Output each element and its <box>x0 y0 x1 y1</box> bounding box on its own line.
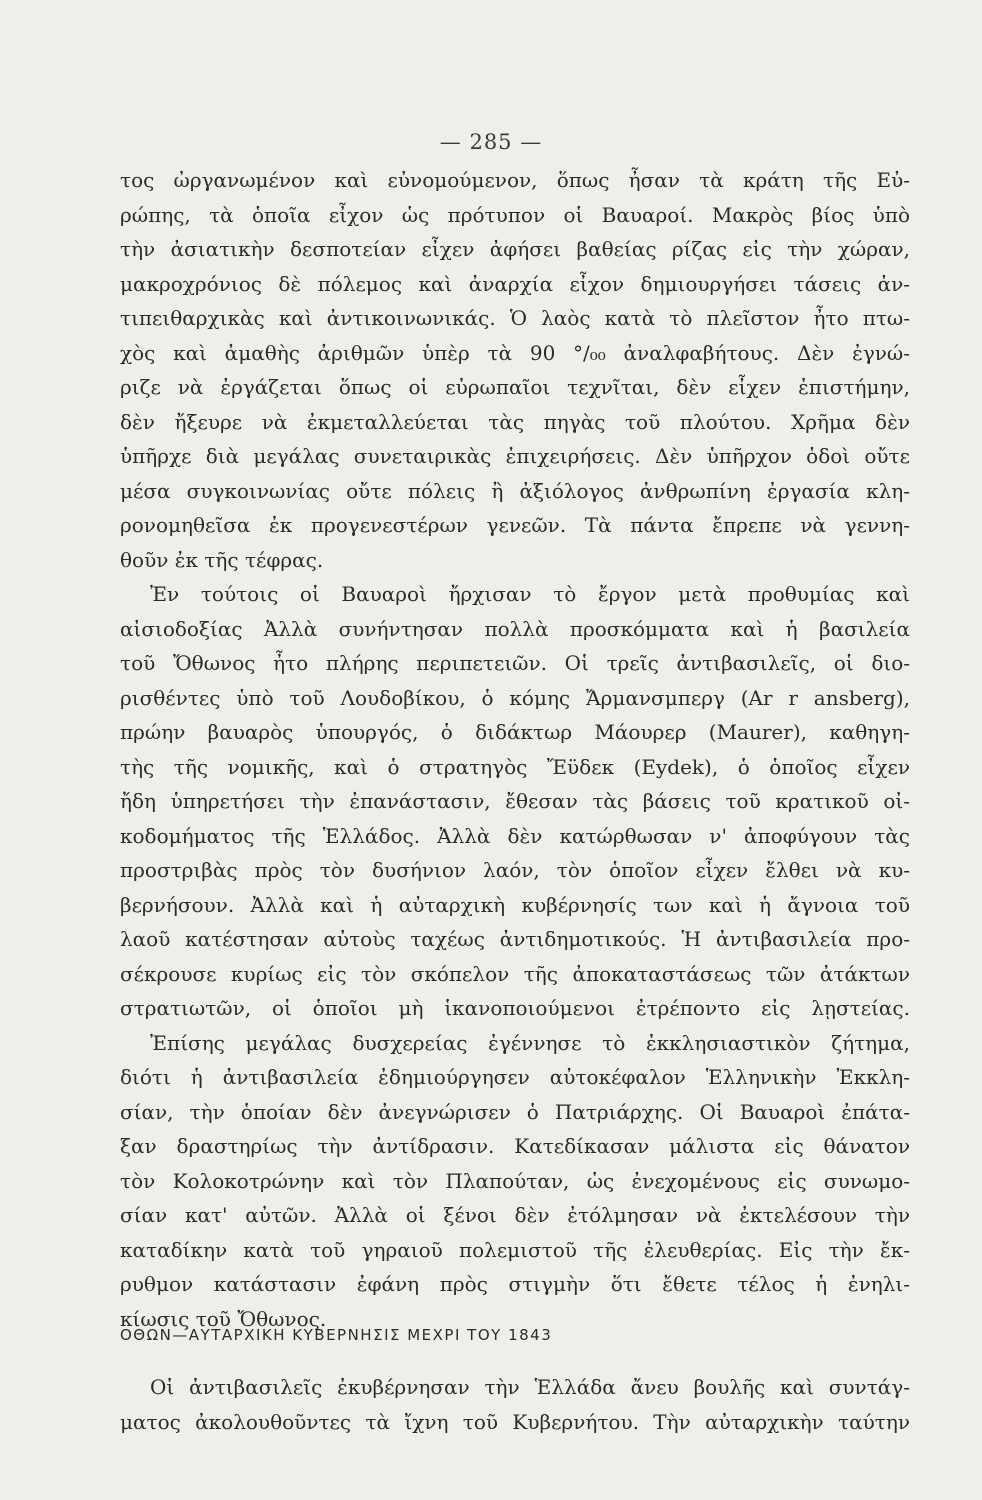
text-line: ἤδη ὑπηρετήσει τὴν ἐπανάστασιν, ἔθεσαν τὰς βάσεις τοῦ κρατικοῦ οἰ- <box>120 789 910 813</box>
section-heading: ΟΘΩΝ—ΑΥΤΑΡΧΙΚΗ ΚΥΒΕΡΝΗΣΙΣ ΜΕΧΡΙ ΤΟΥ 1843 <box>120 1326 553 1344</box>
text-line: ματος ἀκολουθοῦντες τὰ ἴχνη τοῦ Κυβερνήτου. Τὴν αὐταρχικὴν ταύτην <box>120 1409 910 1434</box>
text-line: αἰσιοδοξίας Ἀλλὰ συνήντησαν πολλὰ προσκόμματα καὶ ἡ βασιλεία <box>120 616 910 641</box>
text-line: μακροχρόνιος δὲ πόλεμος καὶ ἀναρχία εἶχον δημιουργήσει τάσεις ἀν- <box>120 271 910 296</box>
text-line: τὴς τῆς νομικῆς, καὶ ὁ στρατηγὸς Ἔϋδεκ (Eydek), ὁ ὁποῖος εἶχεν <box>120 754 910 779</box>
text-line: ρυθμον κατάστασιν ἐφάνη πρὸς στιγμὴν ὅτι ἔθετε τέλος ἡ ἐνηλι- <box>120 1272 910 1296</box>
text-line: χὸς καὶ ἀμαθὴς ἀριθμῶν ὑπὲρ τὰ 90 °/₀₀ ἀναλφαβήτους. Δὲν ἐγνώ- <box>120 340 910 365</box>
text-line: ρονομηθεῖσα ἐκ προγενεστέρων γενεῶν. Τὰ πάντα ἔπρεπε νὰ γεννη- <box>120 513 910 537</box>
text-line: Ἐπίσης μεγάλας δυσχερείας ἐγέννησε τὸ ἐκκλησιαστικὸν ζήτημα, <box>150 1030 910 1055</box>
text-line: διότι ἡ ἀντιβασιλεία ἐδημιούργησεν αὐτοκέφαλον Ἑλληνικὴν Ἐκκλη- <box>120 1065 910 1089</box>
text-line: σίαν κατ' αὐτῶν. Ἀλλὰ οἱ ξένοι δὲν ἐτόλμησαν νὰ ἐκτελέσουν τὴν <box>120 1203 910 1227</box>
text-line: ὑπῆρχε διὰ μεγάλας συνεταιρικὰς ἐπιχειρήσεις. Δὲν ὑπῆρχον ὁδοὶ οὔτε <box>120 444 910 468</box>
text-line: δὲν ἤξευρε νὰ ἐκμεταλλεύεται τὰς πηγὰς τοῦ πλούτου. Χρῆμα δὲν <box>120 409 910 434</box>
text-line: σέκρουσε κυρίως εἰς τὸν σκόπελον τῆς ἀποκαταστάσεως τῶν ἀτάκτων <box>120 961 910 986</box>
body-text <box>120 163 910 1336</box>
section-text <box>120 1370 910 1439</box>
text-line: τοῦ Ὄθωνος ἦτο πλήρης περιπετειῶν. Οἱ τρεῖς ἀντιβασιλεῖς, οἱ διο- <box>120 651 910 675</box>
text-line: τὴν ἀσιατικὴν δεσποτείαν εἶχεν ἀφήσει βαθείας ρίζας εἰς τὴν χώραν, <box>120 237 910 261</box>
text-line: τιπειθαρχικὰς καὶ ἀντικοινωνικάς. Ὁ λαὸς κατὰ τὸ πλεῖστον ἦτο πτω- <box>120 306 910 330</box>
text-line: τὸν Κολοκοτρώνην καὶ τὸν Πλαπούταν, ὡς ἐνεχομένους εἰς συνωμο- <box>120 1168 910 1193</box>
text-line: στρατιωτῶν, οἱ ὁποῖοι μὴ ἱκανοποιούμενοι ἐτρέποντο εἰς λῃστείας. <box>120 996 910 1020</box>
text-line: ξαν δραστηρίως τὴν ἀντίδρασιν. Κατεδίκασαν μάλιστα εἰς θάνατον <box>120 1134 910 1158</box>
text-line: προστριβὰς πρὸς τὸν δυσήνιον λαόν, τὸν ὁποῖον εἶχεν ἔλθει νὰ κυ- <box>120 858 910 882</box>
text-line: σίαν, τὴν ὁποίαν δὲν ἀνεγνώρισεν ὁ Πατριάρχης. Οἱ Βαυαροὶ ἐπάτα- <box>120 1099 910 1124</box>
text-line: ριζε νὰ ἐργάζεται ὅπως οἱ εὐρωπαῖοι τεχνῖται, δὲν εἶχεν ἐπιστήμην, <box>120 375 910 399</box>
page-number: — 285 — <box>439 130 543 154</box>
text-line: καταδίκην κατὰ τοῦ γηραιοῦ πολεμιστοῦ τῆς ἐλευθερίας. Εἰς τὴν ἔκ- <box>120 1237 910 1262</box>
text-line: κοδομήματος τῆς Ἑλλάδος. Ἀλλὰ δὲν κατώρθωσαν ν' ἀποφύγουν τὰς <box>120 823 910 848</box>
text-line: λαοῦ κατέστησαν αὐτοὺς ταχέως ἀντιδημοτικούς. Ἡ ἀντιβασιλεία προ- <box>120 927 910 951</box>
text-line: τος ὠργανωμένον καὶ εὐνομούμενον, ὅπως ἦσαν τὰ κράτη τῆς Εὐ- <box>120 168 910 192</box>
text-line: ρώπης, τὰ ὁποῖα εἶχον ὡς πρότυπον οἱ Βαυαροί. Μακρὸς βίος ὑπὸ <box>120 202 910 227</box>
text-line: θοῦν ἐκ τῆς τέφρας. <box>120 547 324 572</box>
text-line: κίωσις τοῦ Ὄθωνος. <box>120 1306 327 1331</box>
text-line: Οἱ ἀντιβασιλεῖς ἐκυβέρνησαν τὴν Ἑλλάδα ἄνευ βουλῆς καὶ συντάγ- <box>150 1375 910 1399</box>
text-line: μέσα συγκοινωνίας οὔτε πόλεις ἢ ἀξιόλογος ἀνθρωπίνη ἐργασία κλη- <box>120 478 910 503</box>
text-line: πρώην βαυαρὸς ὑπουργός, ὁ διδάκτωρ Μάουρερ (Maurer), καθηγη- <box>120 720 910 744</box>
text-line: βερνήσουν. Ἀλλὰ καὶ ἡ αὐταρχικὴ κυβέρνησίς των καὶ ἡ ἄγνοια τοῦ <box>120 892 910 917</box>
text-line: ρισθέντες ὑπὸ τοῦ Λουδοβίκου, ὁ κόμης Ἄρμανσμπεργ (Ar r ansberg), <box>120 685 910 710</box>
text-line: Ἐν τούτοις οἱ Βαυαροὶ ἤρχισαν τὸ ἔργον μετὰ προθυμίας καὶ <box>150 582 910 606</box>
